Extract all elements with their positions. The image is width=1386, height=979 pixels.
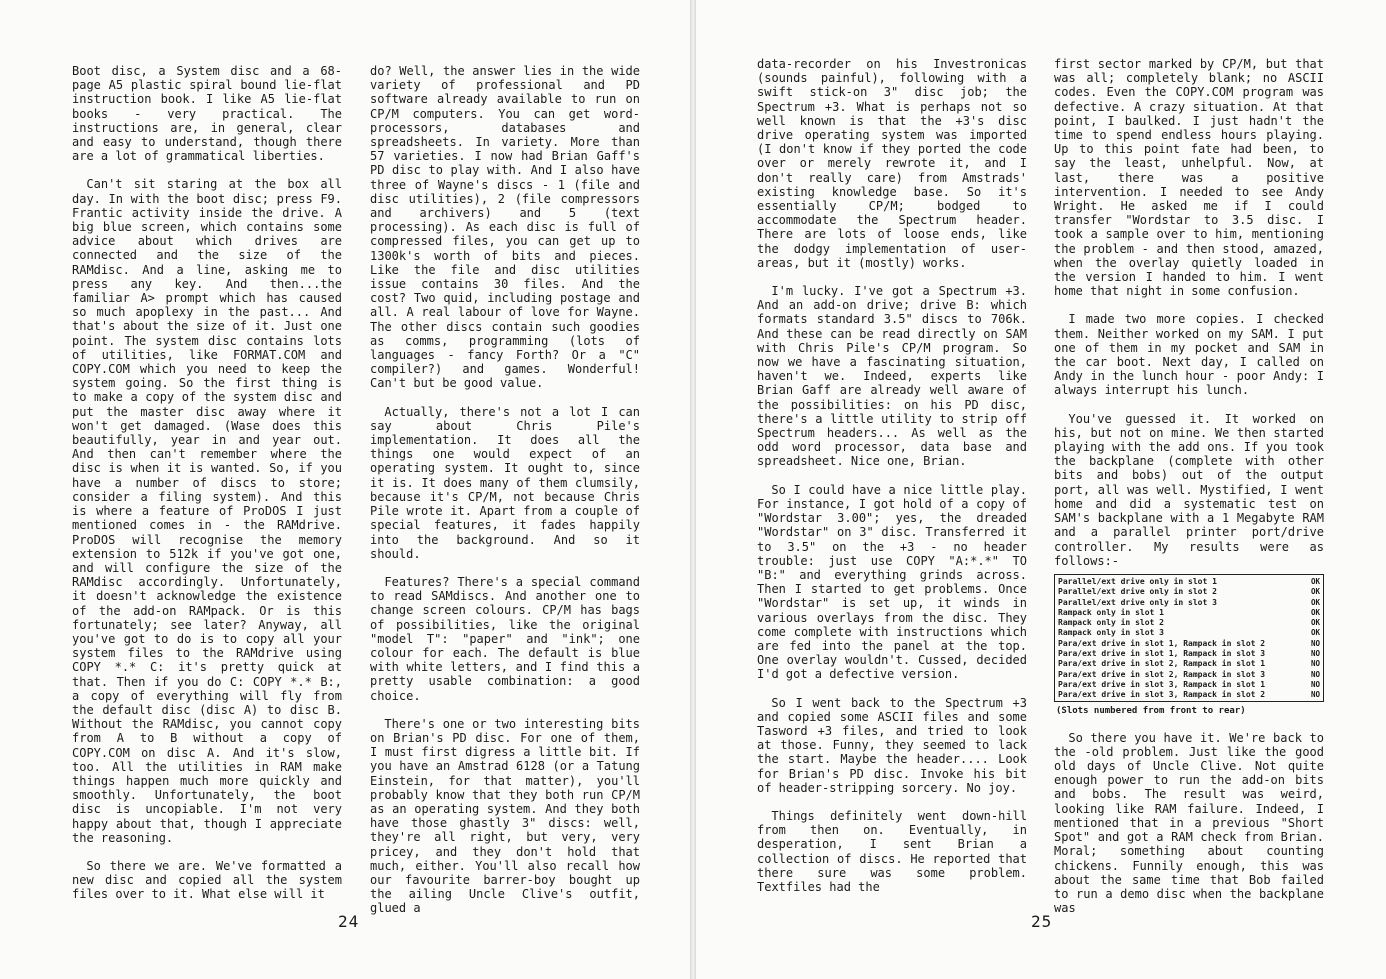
paragraph: Things definitely went down-hill from then on. Eventually, in desperation, I sent Brian a collection of discs. He reported that there sure was some problem. Textfiles had the [757, 808, 1027, 894]
paragraph: do? Well, the answer lies in the wide variety of professional and PD software already available to run on CP/M computers. You can get word-processors, databases and spreadsheets. In variety. More than 57 varieties. I now had Brian Gaff's PD disc to play with. And I also have three of Wayne's discs - 1 (file and disc utilities), 2 (file compressors and archivers) and 5 (text processing). As each disc is full of compressed files, you can get up to 1300k's worth of bits and pieces. Like the file and disc utilities issue contains 30 files. And the cost? Two quid, including postage and all. A real labour of love for Wayne. The other discs contain such goodies as comms, programming (lots of languages - fancy Forth? Or a "C" compiler?) and games. Wonderful! Can't but be good value. [370, 64, 640, 391]
results-status: NO [1310, 648, 1320, 658]
results-status: OK [1310, 597, 1320, 607]
results-status: OK [1310, 628, 1320, 638]
results-label: Parallel/ext drive only in slot 3 [1058, 597, 1217, 607]
results-row [1058, 618, 1320, 628]
results-label: Parallel/ext drive only in slot 1 [1058, 576, 1217, 586]
results-label: Para/ext drive in slot 1, Rampack in slot 3 [1058, 648, 1266, 658]
results-status: NO [1310, 659, 1320, 669]
results-status: OK [1310, 618, 1320, 628]
left-page [0, 0, 690, 979]
paragraph: So I went back to the Spectrum +3 and copied some ASCII files and some Tasword +3 files, and tried to look at those. Funny, they seemed to lack the start. Maybe the header.... Look for Brian's PD disc. Invoke his bit of header-stripping sorcery. No joy. [757, 695, 1027, 795]
results-status: OK [1310, 587, 1320, 597]
results-row [1058, 680, 1320, 690]
right-page [696, 0, 1386, 979]
results-status: NO [1310, 669, 1320, 679]
paragraph: first sector marked by CP/M, but that was all; completely blank; no ASCII codes. Even the COPY.COM program was defective. A crazy situation. At that point, I baulked. I just hadn't the time to spend endless hours playing. Up to this point fate had been, to say the least, unhelpful. Now, at last, there was a positive intervention. I needed to see Andy Wright. He asked me if I could transfer "Wordstar to 3.5 disc. I took a sample over to him, mentioning the problem - and then stood, amazed, when the overlay quietly loaded in the version I handed to him. I went home that night in some confusion. [1054, 57, 1324, 299]
results-status: OK [1310, 576, 1320, 586]
paragraph: So there you have it. We're back to the -old problem. Just like the good old days of Uncle Clive. Not quite enough power to run the add-on bits and bobs. The result was weird, looking like RAM failure. Indeed, I mentioned that in a previous "Short Spot" and got a RAM check from Brian. Moral; something about counting chickens. Funnily enough, this was about the same time that Bob failed to run a demo disc when the backplane was [1054, 730, 1324, 916]
results-row [1058, 690, 1320, 700]
paragraph: Can't sit staring at the box all day. In with the boot disc; press F9. Frantic activity inside the drive. A big blue screen, which contains some advice about which drives are connected and the size of the RAMdisc. And a line, asking me to press any key. And then...the familiar A> prompt which has caused so much apoplexy in the past... And that's about the size of it. Just one point. The system disc contains lots of utilities, like FORMAT.COM and COPY.COM which you need to keep the system going. So the first thing is to make a copy of the system disc and put the master disc away where it won't get damaged. (Wase does this beautifully, year in and year out. And then can't remember where the disc is when it is wanted. So, if you have a number of discs to store; consider a filing system). And this is where a feature of ProDOS I just mentioned comes in - the RAMdrive. ProDOS will recognise the memory extension to 512k if you've got one, and will configure the size of the RAMdisc accordingly. Unfortunately, it doesn't acknowledge the existence of the add-on RAMpack. Or is this fortunately; see later? Anyway, all you've got to do is to copy all your system files to the RAMdrive using COPY *.* C: it's pretty quick at that. Then if you do C: COPY *.* B:, a copy of everything will fly from the default disc (disc A) to disc B. Without the RAMdisc, you cannot copy from A to B without a copy of COPY.COM on disc A. And it's slow, too. All the utilities in RAM make things happen much more quickly and smoothly. Unfortunately, the boot disc is uncopiable. I'm not very happy about that, though I appreciate the reasoning. [72, 177, 342, 845]
results-row [1058, 598, 1320, 608]
paragraph: Actually, there's not a lot I can say about Chris Pile's implementation. It does all the things one would expect of an operating system. It ought to, since it is. It does many of them clumsily, because it's CP/M, not because Chris Pile wrote it. Apart from a couple of special features, it fades happily into the background. And so it should. [370, 404, 640, 561]
paragraph: You've guessed it. It worked on his, but not on mine. We then started playing with the add ons. If you took the backplane (complete with other bits and bobs) out of the output port, all was well. Mystified, I went home and did a systematic test on SAM's backplane with a 1 Megabyte RAM and a parallel printer port/drive controller. My results were as follows:- [1054, 411, 1324, 568]
paragraph: Boot disc, a System disc and a 68-page A5 plastic spiral bound lie-flat instruction book. I like A5 lie-flat books - very practical. The instructions are, in general, clear and easy to understand, though there are a lot of grammatical liberties. [72, 64, 342, 164]
results-status: NO [1310, 638, 1320, 648]
page-number: 25 [1031, 912, 1053, 931]
results-caption: (Slots numbered from front to rear) [1056, 706, 1246, 717]
paragraph: So I could have a nice little play. For instance, I got hold of a copy of "Wordstar 3.00"; yes, the dreaded "Wordstar" on 3" disc. Transferred it to 3.5" on the +3 - no header trouble: just use COPY "A:*.*" TO "B:" and everything grinds across. Then I started to get problems. Once "Wordstar" is set up, it winds in various overlays from the disc. They come complete with instructions which are fed into the panel at the top. One overlay wouldn't. Cussed, decided I'd got a defective version. [757, 482, 1027, 682]
results-row [1058, 587, 1320, 597]
paragraph: So there we are. We've formatted a new disc and copied all the system files over to it. What else will it [72, 858, 342, 902]
results-row [1058, 608, 1320, 618]
results-label: Para/ext drive in slot 2, Rampack in slot 3 [1058, 669, 1266, 679]
results-table [1054, 574, 1324, 703]
results-row [1058, 670, 1320, 680]
results-label: Parallel/ext drive only in slot 2 [1058, 587, 1217, 597]
left-page-column-1 [72, 64, 342, 916]
results-label: Para/ext drive in slot 2, Rampack in slot 1 [1058, 659, 1266, 669]
paragraph: I made two more copies. I checked them. Neither worked on my SAM. I put one of them in my pocket and SAM in the car boot. Next day, I called on Andy in the lunch hour - poor Andy: I always interrupt his lunch. [1054, 312, 1324, 398]
results-status: NO [1310, 679, 1320, 689]
paragraph: Features? There's a special command to read SAMdiscs. And another one to change screen colours. CP/M has bags of possibilities, like the original "model T": "paper" and "ink"; one colour for each. The default is blue with white letters, and I find this a pretty usable combination: a good choice. [370, 574, 640, 703]
left-page-column-2 [370, 64, 640, 930]
results-status: NO [1310, 690, 1320, 700]
paragraph: There's one or two interesting bits on Brian's PD disc. For one of them, I must first digress a little bit. If you have an Amstrad 6128 (or a Tatung Einstein, for that matter), you'll probably know that they both run CP/M as an operating system. And they both have those ghastly 3" discs: well, they're all right, but very, very pricey, and they don't hold that much, either. You'll also recall how our favourite barrer-boy bought up the ailing Uncle Clive's outfit, glued a [370, 716, 640, 916]
paragraph: I'm lucky. I've got a Spectrum +3. And an add-on drive; drive B: which formats standard 3.5" discs to 706k. And these can be read directly on SAM with Chris Pile's CP/M program. So now we have a fascinating situation, haven't we. Indeed, experts like Brian Gaff are already well aware of the possibilities: on his PD disc, there's a little utility to strip off Spectrum headers... As well as the odd word processor, data base and spreadsheet. Nice one, Brian. [757, 284, 1027, 469]
results-label: Rampack only in slot 2 [1058, 618, 1164, 628]
results-label: Rampack only in slot 3 [1058, 628, 1164, 638]
results-row [1058, 649, 1320, 659]
results-label: Para/ext drive in slot 1, Rampack in slot 2 [1058, 638, 1266, 648]
results-row [1058, 639, 1320, 649]
results-label: Para/ext drive in slot 3, Rampack in slot 2 [1058, 690, 1266, 700]
results-row [1058, 628, 1320, 638]
results-status: OK [1310, 607, 1320, 617]
results-label: Para/ext drive in slot 3, Rampack in slot 1 [1058, 679, 1266, 689]
right-page-column-1 [757, 57, 1027, 908]
results-label: Rampack only in slot 1 [1058, 607, 1164, 617]
right-page-column-2 [1054, 57, 1324, 929]
page-number: 24 [338, 912, 360, 931]
results-row [1058, 577, 1320, 587]
paragraph: data-recorder on his Investronicas (sounds painful), following with a swift stick-on 3" disc job; the Spectrum +3. What is perhaps not so well known is that the +3's disc drive operating system was imported (I don't know if they ported the code over or merely rewrote it, and I don't really care) from Amstrads' existing knowledge base. So it's essentially CP/M; bodged to accommodate the Spectrum header. There are lots of loose ends, like the dodgy implementation of user-areas, but it (mostly) works. [757, 57, 1027, 270]
results-row [1058, 659, 1320, 669]
